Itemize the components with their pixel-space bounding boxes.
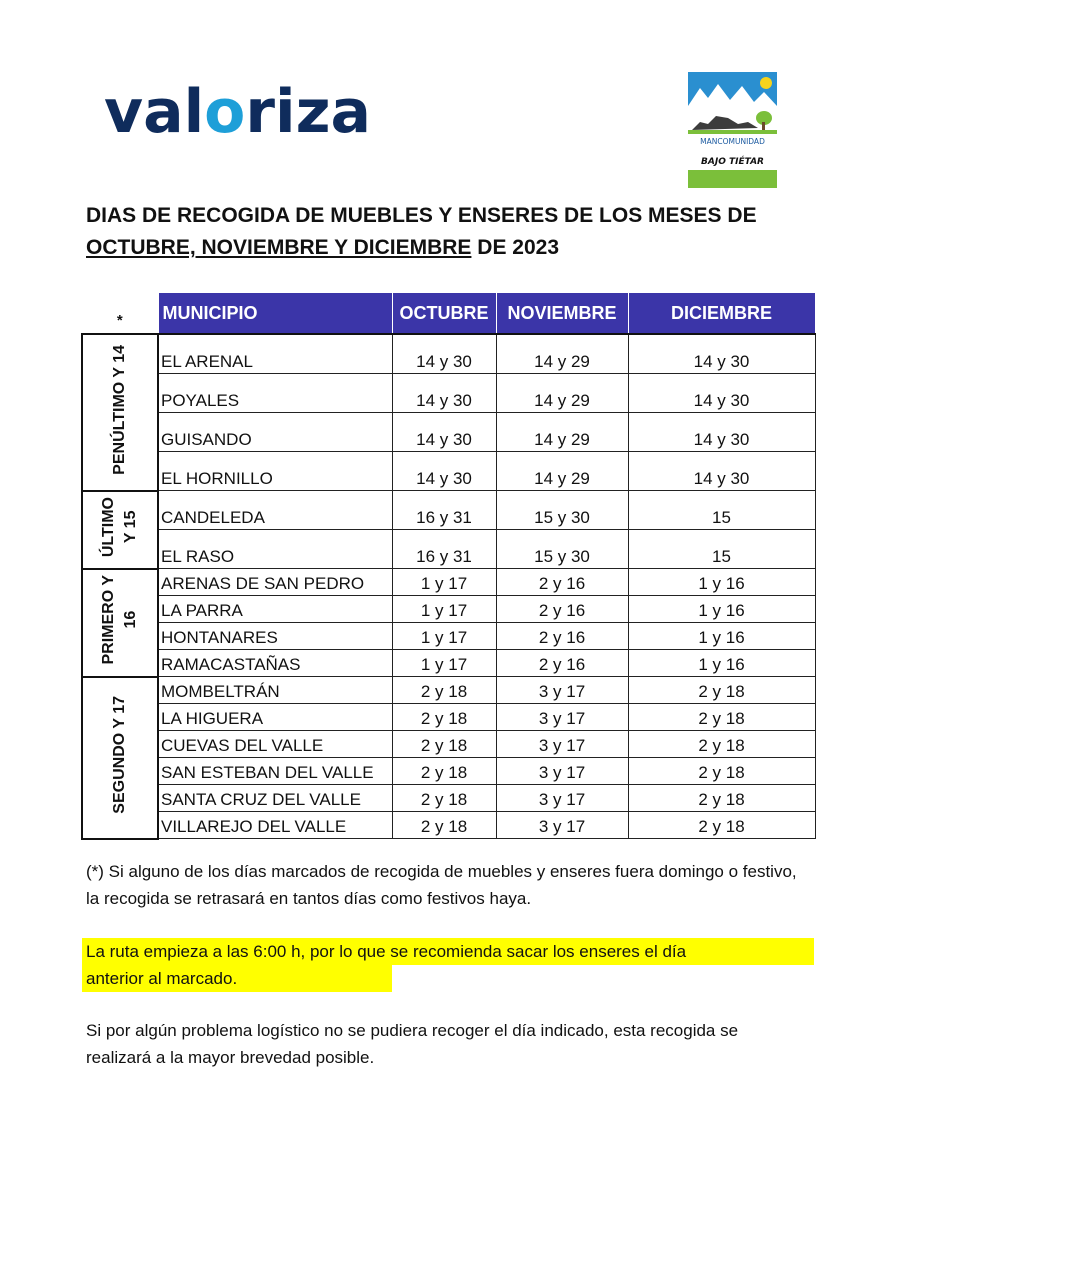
octubre-cell: 1 y 17 — [392, 596, 496, 623]
diciembre-cell: 1 y 16 — [628, 650, 815, 677]
noviembre-cell: 3 y 17 — [496, 677, 628, 704]
header-noviembre: NOVIEMBRE — [496, 293, 628, 335]
valoriza-logo-accent: o — [204, 77, 246, 147]
title-line2 — [86, 232, 846, 264]
noviembre-cell: 14 y 29 — [496, 374, 628, 413]
octubre-cell: 2 y 18 — [392, 677, 496, 704]
noviembre-cell: 14 y 29 — [496, 413, 628, 452]
octubre-cell: 14 y 30 — [392, 374, 496, 413]
table-row — [82, 596, 815, 623]
municipio-cell: RAMACASTAÑAS — [158, 650, 392, 677]
municipio-cell: SAN ESTEBAN DEL VALLE — [158, 758, 392, 785]
logistics-notice: Si por algún problema logístico no se pudiera recoger el día indicado, esta recogida se realizará a la mayor brevedad posible. — [86, 1021, 739, 1067]
group-cell — [82, 491, 158, 569]
octubre-cell: 14 y 30 — [392, 413, 496, 452]
diciembre-cell: 14 y 30 — [628, 413, 815, 452]
octubre-cell: 2 y 18 — [392, 812, 496, 839]
group-label: ÚLTIMO Y 15 — [100, 496, 139, 558]
noviembre-cell: 2 y 16 — [496, 650, 628, 677]
octubre-cell: 1 y 17 — [392, 623, 496, 650]
diciembre-cell: 2 y 18 — [628, 812, 815, 839]
octubre-cell: 1 y 17 — [392, 650, 496, 677]
table-row — [82, 623, 815, 650]
octubre-cell: 14 y 30 — [392, 452, 496, 491]
municipio-cell: EL ARENAL — [158, 334, 392, 374]
noviembre-cell: 2 y 16 — [496, 596, 628, 623]
diciembre-cell: 14 y 30 — [628, 334, 815, 374]
noviembre-cell: 2 y 16 — [496, 569, 628, 596]
noviembre-cell: 3 y 17 — [496, 758, 628, 785]
noviembre-cell: 15 y 30 — [496, 530, 628, 569]
header-diciembre: DICIEMBRE — [628, 293, 815, 335]
diciembre-cell: 15 — [628, 491, 815, 530]
diciembre-cell: 15 — [628, 530, 815, 569]
diciembre-cell: 2 y 18 — [628, 758, 815, 785]
group-label: PRIMERO Y 16 — [100, 575, 139, 665]
table-row — [82, 452, 815, 491]
table-row — [82, 812, 815, 839]
table-row — [82, 413, 815, 452]
header-octubre: OCTUBRE — [392, 293, 496, 335]
group-cell — [82, 677, 158, 839]
octubre-cell: 2 y 18 — [392, 758, 496, 785]
diciembre-cell: 2 y 18 — [628, 677, 815, 704]
group-cell — [82, 334, 158, 491]
noviembre-cell: 15 y 30 — [496, 491, 628, 530]
municipio-cell: HONTANARES — [158, 623, 392, 650]
noviembre-cell: 3 y 17 — [496, 812, 628, 839]
municipio-cell: VILLAREJO DEL VALLE — [158, 812, 392, 839]
route-notice — [86, 938, 806, 992]
group-label: SEGUNDO Y 17 — [111, 696, 128, 814]
diciembre-cell: 14 y 30 — [628, 374, 815, 413]
diciembre-cell: 2 y 18 — [628, 704, 815, 731]
octubre-cell: 1 y 17 — [392, 569, 496, 596]
footnote: (*) Si alguno de los días marcados de recogida de muebles y enseres fuera domingo o festivo, la recogida se retrasará en tantos días como festivos haya. — [86, 862, 797, 908]
municipio-cell: MOMBELTRÁN — [158, 677, 392, 704]
octubre-cell: 2 y 18 — [392, 704, 496, 731]
table-row — [82, 530, 815, 569]
schedule-table — [81, 292, 816, 840]
asterisk-header: * — [82, 293, 158, 335]
municipio-cell: GUISANDO — [158, 413, 392, 452]
route-line: anterior al marcado. — [86, 969, 238, 988]
title-year: DE 2023 — [471, 236, 559, 259]
municipio-cell: LA HIGUERA — [158, 704, 392, 731]
table-row — [82, 731, 815, 758]
noviembre-cell: 14 y 29 — [496, 334, 628, 374]
octubre-cell: 2 y 18 — [392, 731, 496, 758]
valoriza-logo-part: riza — [245, 77, 371, 147]
noviembre-cell: 3 y 17 — [496, 731, 628, 758]
mancomunidad-bajo-tietar-logo — [688, 72, 777, 188]
diciembre-cell: 1 y 16 — [628, 569, 815, 596]
octubre-cell: 16 y 31 — [392, 530, 496, 569]
octubre-cell: 14 y 30 — [392, 334, 496, 374]
table-row — [82, 704, 815, 731]
octubre-cell: 16 y 31 — [392, 491, 496, 530]
logo-text-line2: BAJO TIÉTAR — [701, 157, 764, 167]
logo-text-line1: MANCOMUNIDAD — [700, 137, 765, 146]
municipio-cell: SANTA CRUZ DEL VALLE — [158, 785, 392, 812]
valoriza-logo-part: val — [104, 77, 205, 147]
document-title — [86, 200, 846, 264]
municipio-cell: EL RASO — [158, 530, 392, 569]
route-line: La ruta empieza a las 6:00 h, por lo que se recomienda sacar los enseres el día — [86, 942, 687, 961]
table-row — [82, 569, 815, 596]
noviembre-cell: 3 y 17 — [496, 704, 628, 731]
title-line1: DIAS DE RECOGIDA DE MUEBLES Y ENSERES DE LOS MESES DE — [86, 204, 757, 227]
header-municipio: MUNICIPIO — [158, 293, 392, 335]
diciembre-cell: 2 y 18 — [628, 785, 815, 812]
table-row — [82, 374, 815, 413]
diciembre-cell: 1 y 16 — [628, 623, 815, 650]
table-row — [82, 785, 815, 812]
diciembre-cell: 1 y 16 — [628, 596, 815, 623]
table-row — [82, 650, 815, 677]
municipio-cell: EL HORNILLO — [158, 452, 392, 491]
group-label: PENÚLTIMO Y 14 — [111, 344, 128, 475]
municipio-cell: CUEVAS DEL VALLE — [158, 731, 392, 758]
municipio-cell: CANDELEDA — [158, 491, 392, 530]
title-months: OCTUBRE, NOVIEMBRE Y DICIEMBRE — [86, 236, 472, 259]
municipio-cell: POYALES — [158, 374, 392, 413]
municipio-cell: LA PARRA — [158, 596, 392, 623]
noviembre-cell: 2 y 16 — [496, 623, 628, 650]
noviembre-cell: 14 y 29 — [496, 452, 628, 491]
table-row — [82, 491, 815, 530]
table-row — [82, 334, 815, 374]
valoriza-logo — [104, 77, 371, 147]
table-row — [82, 677, 815, 704]
group-cell — [82, 569, 158, 677]
diciembre-cell: 2 y 18 — [628, 731, 815, 758]
diciembre-cell: 14 y 30 — [628, 452, 815, 491]
noviembre-cell: 3 y 17 — [496, 785, 628, 812]
table-row — [82, 758, 815, 785]
octubre-cell: 2 y 18 — [392, 785, 496, 812]
municipio-cell: ARENAS DE SAN PEDRO — [158, 569, 392, 596]
